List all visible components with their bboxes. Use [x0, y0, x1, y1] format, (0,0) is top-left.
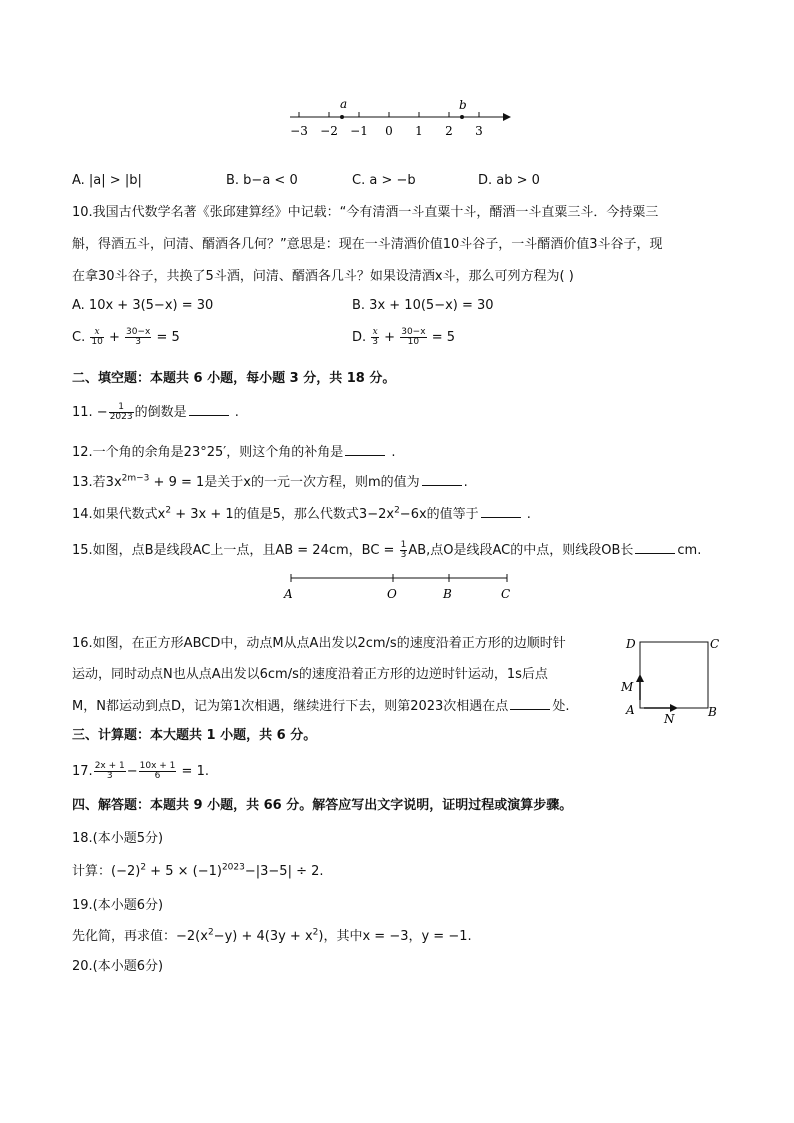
q10-option-c-prefix: C. — [72, 330, 86, 345]
number-line-figure — [285, 95, 515, 143]
square-abcd — [640, 642, 708, 708]
q14-middle: + 3x + 1的值是5，那么代数式3−2x — [171, 507, 395, 522]
segment-label-b: B — [443, 587, 452, 601]
arrow-m-head — [636, 674, 644, 682]
denominator: 6 — [154, 771, 161, 781]
exponent: 2023 — [221, 862, 245, 873]
numerator: 1 — [109, 403, 134, 413]
q17-prefix: 17. — [72, 764, 93, 779]
q19-expression — [72, 928, 472, 946]
label-b: b — [459, 98, 467, 112]
section-4-heading: 四、解答题：本题共 9 小题，共 66 分。解答应写出文字说明，证明过程或演算步骤。 — [72, 798, 573, 813]
q9-option-b[interactable]: B. b−a < 0 — [226, 173, 298, 188]
arrow-n-head — [670, 704, 678, 712]
plus-sign: + — [108, 330, 120, 345]
denominator: 3 — [372, 337, 379, 347]
number-line-tick-label: −1 — [350, 124, 368, 138]
q12-end: . — [387, 445, 396, 460]
numerator: 2x + 1 — [94, 761, 125, 771]
fraction — [400, 328, 426, 347]
q11-end: . — [230, 405, 239, 420]
denominator: 3 — [400, 550, 407, 560]
fraction — [125, 328, 151, 347]
square-label-d: D — [626, 637, 636, 651]
q10-line-1: 10.我国古代数学名著《张邱建算经》中记载：“今有清酒一斗直粟十斗，醑酒一斗直粟三斗．今持粟三 — [72, 205, 659, 220]
q19-mid: −y) + 4(3y + x — [213, 929, 313, 944]
number-line-tick-label: 0 — [385, 124, 393, 138]
q19-heading: 19.(本小题6分) — [72, 898, 164, 913]
q16-line-3-text: M，N都运动到点D，记为第1次相遇，继续进行下去，则第2023次相遇在点 — [72, 699, 509, 714]
exponent: 2 — [207, 927, 214, 938]
q13-end: . — [463, 475, 468, 490]
exponent: 2 — [165, 505, 172, 516]
segment-label-o: O — [387, 587, 397, 601]
numerator: 30−x — [126, 327, 151, 337]
q14-end: . — [522, 507, 531, 522]
segment-figure — [283, 572, 518, 606]
fraction — [109, 403, 134, 422]
section-2-heading: 二、填空题：本题共 6 小题，每小题 3 分，共 18 分。 — [72, 371, 396, 386]
equals-five: = 5 — [431, 330, 455, 345]
q15-text: AB,点O是线段AC的中点，则线段OB长 — [408, 543, 634, 558]
exponent: 2 — [140, 862, 147, 873]
fraction — [94, 762, 126, 781]
answer-blank[interactable] — [481, 505, 521, 518]
q18-mid: + 5 × (−1) — [146, 864, 222, 879]
q18-suffix: −|3−5| ÷ 2. — [244, 864, 324, 879]
answer-blank[interactable] — [510, 697, 550, 710]
q13-text: + 9 = 1是关于x的一元一次方程，则m的值为 — [149, 475, 420, 490]
q15 — [72, 541, 701, 560]
numerator: x — [372, 327, 378, 337]
square-label-n: N — [664, 712, 675, 726]
q12-text: 12.一个角的余角是23°25′，则这个角的补角是 — [72, 445, 344, 460]
q16-end: 处. — [552, 699, 570, 714]
denominator: 10 — [407, 337, 420, 347]
fraction — [139, 762, 177, 781]
q11-prefix: 11. − — [72, 405, 108, 420]
exponent: 2 — [312, 927, 319, 938]
section-3-heading: 三、计算题：本大题共 1 小题，共 6 分。 — [72, 728, 317, 743]
q10-line-3: 在拿30斗谷子，共换了5斗酒，问清、醑酒各几斗？如果设清酒x斗，那么可列方程为( ) — [72, 269, 574, 284]
square-label-m: M — [621, 680, 634, 694]
plus-sign: + — [384, 330, 396, 345]
q11-text: 的倒数是 — [134, 405, 187, 420]
q9-option-c[interactable]: C. a > −b — [352, 173, 416, 188]
q13-prefix: 13.若3x — [72, 475, 122, 490]
q17 — [72, 762, 209, 781]
number-line-tick-label: 3 — [475, 124, 483, 138]
number-line-ticks — [290, 112, 483, 138]
q18-expression — [72, 863, 324, 881]
answer-blank[interactable] — [345, 443, 385, 456]
q10-option-d-prefix: D. — [352, 330, 367, 345]
square-label-a: A — [626, 703, 635, 717]
denominator: 3 — [106, 771, 113, 781]
fraction — [400, 541, 408, 560]
q11 — [72, 403, 239, 422]
number-line-tick-label: −2 — [320, 124, 338, 138]
numerator: 10x + 1 — [139, 761, 176, 771]
fraction — [371, 328, 379, 347]
q20-heading: 20.(本小题6分) — [72, 959, 164, 974]
denominator: 10 — [91, 337, 103, 347]
label-a: a — [340, 97, 348, 111]
minus-sign: − — [126, 764, 138, 779]
q15-prefix: 15.如图，点B是线段AC上一点，且AB = 24cm，BC = — [72, 543, 399, 558]
number-line-arrow — [503, 113, 511, 121]
q14 — [72, 505, 531, 524]
q9-option-d[interactable]: D. ab > 0 — [478, 173, 540, 188]
number-line-tick-label: 1 — [415, 124, 423, 138]
numerator: x — [90, 328, 103, 338]
q10-option-b[interactable]: B. 3x + 10(5−x) = 30 — [352, 298, 494, 313]
answer-blank[interactable] — [189, 403, 229, 416]
q10-option-c[interactable] — [72, 328, 180, 347]
q14-prefix: 14.如果代数式x — [72, 507, 166, 522]
equals-five: = 5 — [156, 330, 180, 345]
square-figure — [620, 634, 732, 726]
q18-prefix: 计算：(−2) — [72, 864, 141, 879]
segment-label-a: A — [284, 587, 293, 601]
segment-label-c: C — [501, 587, 511, 601]
q19-prefix: 先化简，再求值：−2(x — [72, 929, 208, 944]
number-line-tick-label: 2 — [445, 124, 453, 138]
square-label-c: C — [710, 637, 720, 651]
exponent: 2 — [394, 505, 400, 516]
exponent: 2m−3 — [121, 473, 150, 484]
numerator: 30−x — [401, 327, 426, 337]
q19-suffix: )，其中x = −3，y = −1. — [318, 929, 472, 944]
denominator: 2023 — [109, 412, 133, 422]
q10-line-2: 斛，得酒五斗，问清、醑酒各几何？”意思是：现在一斗清酒价值10斗谷子，一斗醑酒价值3斗谷子，现 — [72, 237, 663, 252]
q15-end: cm. — [677, 543, 702, 558]
q9-option-a[interactable]: A. |a| > |b| — [72, 173, 142, 188]
q18-heading: 18.(本小题5分) — [72, 831, 164, 846]
q16-line-2: 运动，同时动点N也从点A出发以6cm/s的速度沿着正方形的边逆时针运动，1s后点 — [72, 667, 548, 682]
q10-option-a[interactable]: A. 10x + 3(5−x) = 30 — [72, 298, 214, 313]
q16-line-3 — [72, 697, 569, 716]
point-a — [340, 115, 344, 119]
square-label-b: B — [708, 705, 717, 719]
fraction — [90, 328, 103, 347]
point-b — [460, 115, 464, 119]
q14-text: −6x的值等于 — [399, 507, 479, 522]
q16-line-1: 16.如图，在正方形ABCD中，动点M从点A出发以2cm/s的速度沿着正方形的边顺时针 — [72, 636, 566, 651]
number-line-tick-label: −3 — [290, 124, 308, 138]
q12 — [72, 443, 395, 462]
answer-blank[interactable] — [635, 541, 675, 554]
numerator: 1 — [400, 540, 407, 550]
answer-blank[interactable] — [422, 473, 462, 486]
q10-option-d[interactable] — [352, 328, 455, 347]
q13 — [72, 473, 468, 492]
q17-suffix: = 1. — [177, 764, 209, 779]
denominator: 3 — [135, 337, 142, 347]
